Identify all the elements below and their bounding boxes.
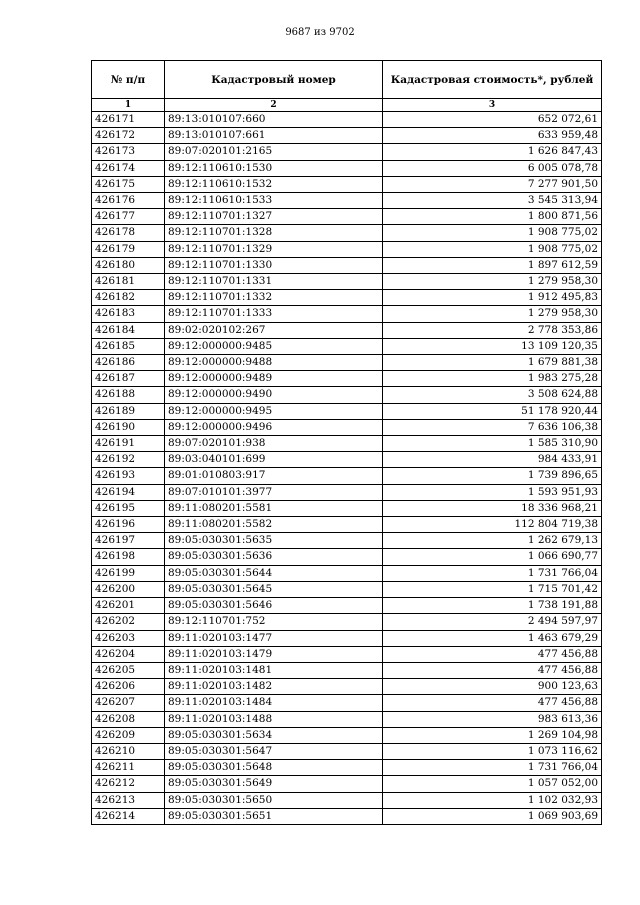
- table-row: [92, 711, 602, 727]
- cadastral-value: 7 277 901,50: [383, 176, 602, 192]
- cadastral-value: 7 636 106,38: [383, 419, 602, 435]
- cadastral-value: 1 908 775,02: [383, 225, 602, 241]
- row-number: 426200: [92, 581, 165, 597]
- table-row: [92, 128, 602, 144]
- table-row: [92, 387, 602, 403]
- table-row: [92, 581, 602, 597]
- cadastral-number: 89:02:020102:267: [165, 322, 383, 338]
- table-row: [92, 760, 602, 776]
- header-cadastral-number: Кадастровый номер: [165, 61, 383, 99]
- cadastral-value: 1 279 958,30: [383, 274, 602, 290]
- row-number: 426214: [92, 808, 165, 824]
- cadastral-number: 89:05:030301:5647: [165, 743, 383, 759]
- cadastral-value: 3 545 313,94: [383, 193, 602, 209]
- cadastral-number: 89:11:020103:1482: [165, 679, 383, 695]
- table-row: [92, 743, 602, 759]
- cadastral-number: 89:13:010107:660: [165, 112, 383, 128]
- cadastral-number: 89:12:110701:1331: [165, 274, 383, 290]
- cadastral-number: 89:11:020103:1481: [165, 662, 383, 678]
- table-row: [92, 306, 602, 322]
- cadastral-number: 89:12:110701:1329: [165, 241, 383, 257]
- cadastral-value: 18 336 968,21: [383, 500, 602, 516]
- row-number: 426197: [92, 533, 165, 549]
- row-number: 426173: [92, 144, 165, 160]
- cadastral-value: 1 715 701,42: [383, 581, 602, 597]
- table-row: [92, 274, 602, 290]
- row-number: 426198: [92, 549, 165, 565]
- cadastral-value: 1 102 032,93: [383, 792, 602, 808]
- row-number: 426205: [92, 662, 165, 678]
- table-row: [92, 500, 602, 516]
- table-row: [92, 549, 602, 565]
- cadastral-value: 1 593 951,93: [383, 484, 602, 500]
- cadastral-number: 89:12:000000:9488: [165, 355, 383, 371]
- cadastral-number: 89:07:020101:2165: [165, 144, 383, 160]
- cadastral-number: 89:12:110701:752: [165, 614, 383, 630]
- cadastral-number: 89:11:020103:1488: [165, 711, 383, 727]
- cadastral-value: 1 897 612,59: [383, 257, 602, 273]
- cadastral-value: 984 433,91: [383, 452, 602, 468]
- cadastral-value: 1 057 052,00: [383, 776, 602, 792]
- table-row: [92, 403, 602, 419]
- row-number: 426172: [92, 128, 165, 144]
- row-number: 426209: [92, 727, 165, 743]
- cadastral-value: 2 778 353,86: [383, 322, 602, 338]
- table-row: [92, 776, 602, 792]
- row-number: 426183: [92, 306, 165, 322]
- row-number: 426191: [92, 436, 165, 452]
- row-number: 426208: [92, 711, 165, 727]
- cadastral-value: 1 262 679,13: [383, 533, 602, 549]
- table-row: [92, 662, 602, 678]
- cadastral-value: 1 279 958,30: [383, 306, 602, 322]
- cadastral-number: 89:12:110701:1333: [165, 306, 383, 322]
- row-number: 426213: [92, 792, 165, 808]
- table-row: [92, 112, 602, 128]
- column-number: 3: [383, 99, 602, 112]
- row-number: 426203: [92, 630, 165, 646]
- row-number: 426190: [92, 419, 165, 435]
- cadastral-value: 652 072,61: [383, 112, 602, 128]
- cadastral-number: 89:12:000000:9495: [165, 403, 383, 419]
- table-row: [92, 808, 602, 824]
- cadastral-value: 1 739 896,65: [383, 468, 602, 484]
- cadastral-value: 2 494 597,97: [383, 614, 602, 630]
- page-number: 9687 из 9702: [285, 27, 355, 38]
- row-number: 426202: [92, 614, 165, 630]
- table-row: [92, 322, 602, 338]
- row-number: 426189: [92, 403, 165, 419]
- table-row: [92, 614, 602, 630]
- table-row: [92, 160, 602, 176]
- cadastral-number: 89:05:030301:5648: [165, 760, 383, 776]
- cadastral-value: 477 456,88: [383, 662, 602, 678]
- cadastral-number: 89:11:020103:1477: [165, 630, 383, 646]
- row-number: 426184: [92, 322, 165, 338]
- cadastral-number: 89:11:020103:1479: [165, 646, 383, 662]
- row-number: 426201: [92, 598, 165, 614]
- cadastral-value: 1 069 903,69: [383, 808, 602, 824]
- cadastral-value: 1 463 679,29: [383, 630, 602, 646]
- table-body: [92, 112, 602, 825]
- cadastral-number: 89:12:000000:9489: [165, 371, 383, 387]
- cadastral-number: 89:05:030301:5646: [165, 598, 383, 614]
- cadastral-number: 89:12:110701:1330: [165, 257, 383, 273]
- cadastral-value: 51 178 920,44: [383, 403, 602, 419]
- cadastral-value: 1 679 881,38: [383, 355, 602, 371]
- cadastral-number: 89:05:030301:5644: [165, 565, 383, 581]
- table-row: [92, 565, 602, 581]
- table-row: [92, 371, 602, 387]
- row-number: 426178: [92, 225, 165, 241]
- cadastral-number: 89:12:110610:1533: [165, 193, 383, 209]
- cadastral-value: 13 109 120,35: [383, 338, 602, 354]
- row-number: 426199: [92, 565, 165, 581]
- row-number: 426171: [92, 112, 165, 128]
- row-number: 426177: [92, 209, 165, 225]
- table-row: [92, 419, 602, 435]
- table-row: [92, 792, 602, 808]
- cadastral-number: 89:05:030301:5645: [165, 581, 383, 597]
- row-number: 426207: [92, 695, 165, 711]
- cadastral-value: 477 456,88: [383, 695, 602, 711]
- cadastral-number: 89:05:030301:5634: [165, 727, 383, 743]
- column-number-row: [92, 99, 602, 112]
- row-number: 426212: [92, 776, 165, 792]
- cadastral-value: 1 983 275,28: [383, 371, 602, 387]
- row-number: 426204: [92, 646, 165, 662]
- cadastral-value: 6 005 078,78: [383, 160, 602, 176]
- cadastral-value: 1 800 871,56: [383, 209, 602, 225]
- cadastral-value: 3 508 624,88: [383, 387, 602, 403]
- cadastral-value: 900 123,63: [383, 679, 602, 695]
- header-cadastral-value: Кадастровая стоимость*, рублей: [383, 61, 602, 99]
- cadastral-value: 1 626 847,43: [383, 144, 602, 160]
- table-row: [92, 630, 602, 646]
- cadastral-value: 1 073 116,62: [383, 743, 602, 759]
- cadastral-number: 89:05:030301:5635: [165, 533, 383, 549]
- row-number: 426192: [92, 452, 165, 468]
- cadastral-number: 89:13:010107:661: [165, 128, 383, 144]
- row-number: 426180: [92, 257, 165, 273]
- cadastral-number: 89:12:110610:1532: [165, 176, 383, 192]
- cadastral-value: 1 912 495,83: [383, 290, 602, 306]
- cadastral-number: 89:01:010803:917: [165, 468, 383, 484]
- table-row: [92, 517, 602, 533]
- table-row: [92, 355, 602, 371]
- cadastral-number: 89:12:000000:9485: [165, 338, 383, 354]
- row-number: 426187: [92, 371, 165, 387]
- row-number: 426175: [92, 176, 165, 192]
- row-number: 426176: [92, 193, 165, 209]
- cadastral-number: 89:05:030301:5636: [165, 549, 383, 565]
- cadastral-number: 89:07:010101:3977: [165, 484, 383, 500]
- row-number: 426182: [92, 290, 165, 306]
- table-row: [92, 144, 602, 160]
- table-row: [92, 533, 602, 549]
- table-row: [92, 225, 602, 241]
- cadastral-number: 89:11:080201:5582: [165, 517, 383, 533]
- cadastral-number: 89:12:110701:1328: [165, 225, 383, 241]
- table-row: [92, 468, 602, 484]
- cadastral-number: 89:11:080201:5581: [165, 500, 383, 516]
- cadastral-value: 1 269 104,98: [383, 727, 602, 743]
- table-row: [92, 436, 602, 452]
- cadastral-number: 89:03:040101:699: [165, 452, 383, 468]
- table-row: [92, 646, 602, 662]
- table-row: [92, 209, 602, 225]
- table-row: [92, 257, 602, 273]
- cadastral-value-table: [91, 60, 602, 825]
- cadastral-number: 89:05:030301:5651: [165, 808, 383, 824]
- table-row: [92, 727, 602, 743]
- row-number: 426185: [92, 338, 165, 354]
- row-number: 426196: [92, 517, 165, 533]
- column-number: 1: [92, 99, 165, 112]
- cadastral-value: 983 613,36: [383, 711, 602, 727]
- header-row-number: № п/п: [92, 61, 165, 99]
- cadastral-number: 89:12:000000:9490: [165, 387, 383, 403]
- row-number: 426193: [92, 468, 165, 484]
- row-number: 426211: [92, 760, 165, 776]
- row-number: 426179: [92, 241, 165, 257]
- cadastral-number: 89:11:020103:1484: [165, 695, 383, 711]
- table-row: [92, 452, 602, 468]
- cadastral-value: 112 804 719,38: [383, 517, 602, 533]
- row-number: 426210: [92, 743, 165, 759]
- row-number: 426194: [92, 484, 165, 500]
- cadastral-number: 89:12:000000:9496: [165, 419, 383, 435]
- cadastral-value: 1 585 310,90: [383, 436, 602, 452]
- row-number: 426206: [92, 679, 165, 695]
- cadastral-number: 89:05:030301:5649: [165, 776, 383, 792]
- cadastral-value: 1 738 191,88: [383, 598, 602, 614]
- cadastral-number: 89:05:030301:5650: [165, 792, 383, 808]
- cadastral-number: 89:12:110610:1530: [165, 160, 383, 176]
- cadastral-number: 89:12:110701:1332: [165, 290, 383, 306]
- cadastral-value: 1 731 766,04: [383, 565, 602, 581]
- cadastral-value: 1 908 775,02: [383, 241, 602, 257]
- row-number: 426174: [92, 160, 165, 176]
- table-row: [92, 176, 602, 192]
- cadastral-value: 1 066 690,77: [383, 549, 602, 565]
- table-row: [92, 338, 602, 354]
- row-number: 426188: [92, 387, 165, 403]
- row-number: 426181: [92, 274, 165, 290]
- table-row: [92, 193, 602, 209]
- cadastral-value: 633 959,48: [383, 128, 602, 144]
- table-row: [92, 598, 602, 614]
- header-row: [92, 61, 602, 99]
- table-row: [92, 695, 602, 711]
- table-row: [92, 484, 602, 500]
- cadastral-value: 477 456,88: [383, 646, 602, 662]
- table-row: [92, 241, 602, 257]
- row-number: 426195: [92, 500, 165, 516]
- table-row: [92, 679, 602, 695]
- cadastral-number: 89:12:110701:1327: [165, 209, 383, 225]
- row-number: 426186: [92, 355, 165, 371]
- cadastral-number: 89:07:020101:938: [165, 436, 383, 452]
- cadastral-value: 1 731 766,04: [383, 760, 602, 776]
- table-row: [92, 290, 602, 306]
- column-number: 2: [165, 99, 383, 112]
